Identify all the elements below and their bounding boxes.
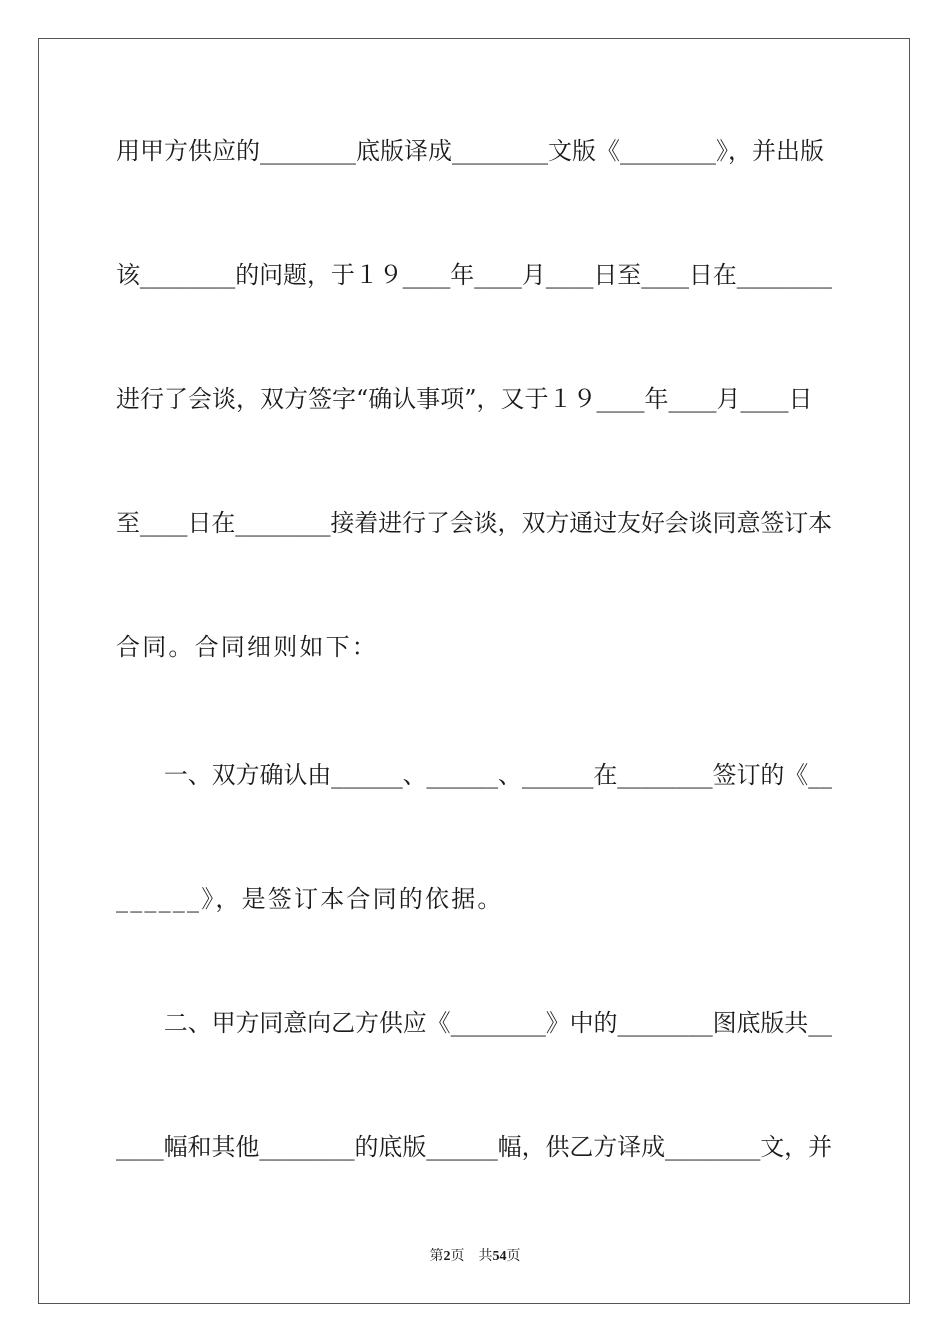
current-page-number: 2	[443, 1249, 451, 1264]
footer-prefix: 第	[429, 1249, 444, 1264]
text-line-3: 进行了会谈，双方签字“确认事项”，又于１９____年____月____日	[116, 385, 813, 413]
text-line-5: 合同。合同细则如下：	[116, 633, 378, 661]
text-line-6: 一、双方确认由______、______、______在________签订的《__	[116, 761, 832, 789]
text-line-9: ____幅和其他________的底版______幅，供乙方译成________文，并	[116, 1133, 832, 1161]
footer-suffix: 页	[506, 1249, 521, 1264]
text-line-4: 至____日在________接着进行了会谈，双方通过友好会谈同意签订本	[116, 509, 832, 537]
page-frame	[38, 38, 910, 1304]
total-page-count: 54	[492, 1249, 507, 1264]
text-line-7: ______》，是签订本合同的依据。	[116, 885, 504, 913]
text-line-8: 二、甲方同意向乙方供应《________》中的________图底版共__	[116, 1009, 832, 1037]
footer-middle: 页 共	[450, 1249, 493, 1264]
page-footer	[0, 1248, 950, 1266]
text-line-2: 该________的问题，于１９____年____月____日至____日在________	[116, 261, 832, 289]
text-line-1: 用甲方供应的________底版译成________文版《________》，并出版	[116, 137, 824, 165]
